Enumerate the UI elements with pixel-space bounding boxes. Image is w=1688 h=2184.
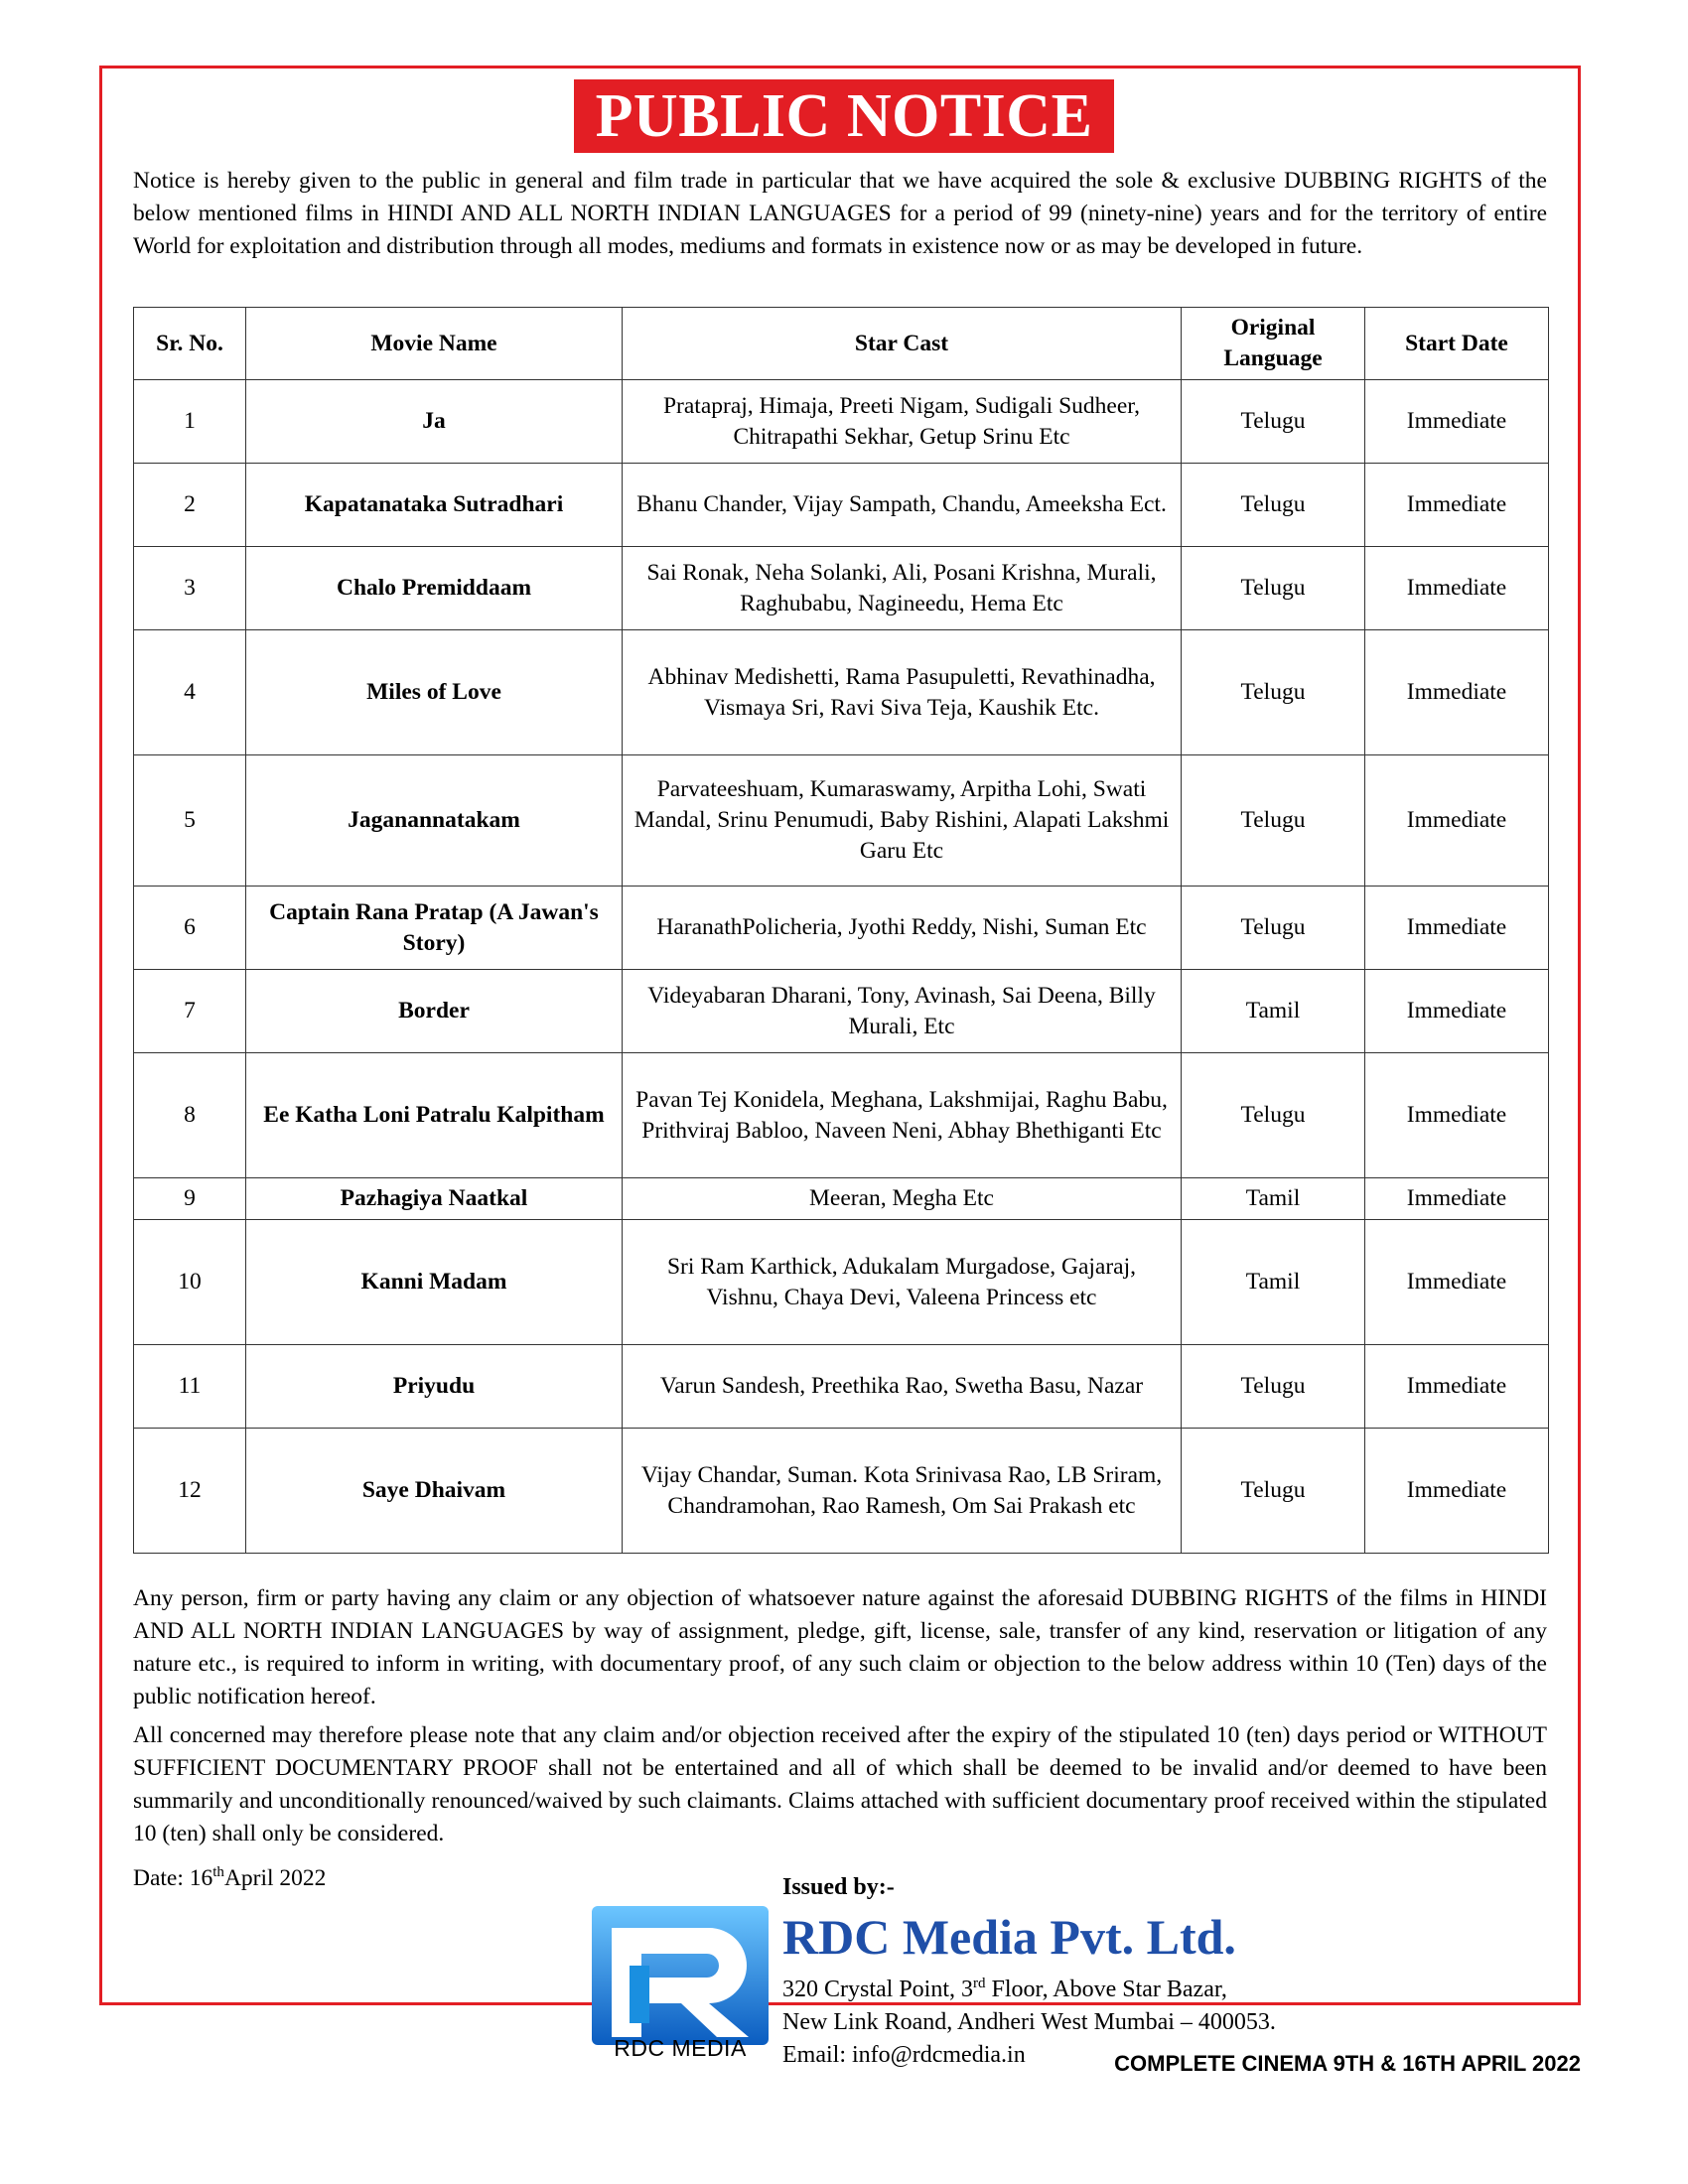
logo-caption: RDC MEDIA: [614, 2035, 747, 2061]
table-row: [134, 464, 1549, 547]
cell-movie: Ja: [246, 380, 623, 464]
cell-language: Telugu: [1182, 887, 1365, 970]
cell-cast: Abhinav Medishetti, Rama Pasupuletti, Revathinadha, Vismaya Sri, Ravi Siva Teja, Kaushik Etc.: [623, 630, 1182, 755]
header-language-line2: Language: [1223, 345, 1323, 371]
cell-start: Immediate: [1365, 547, 1549, 630]
cell-start: Immediate: [1365, 970, 1549, 1053]
cell-start: Immediate: [1365, 1178, 1549, 1220]
films-table: [133, 307, 1549, 1554]
notice-title: PUBLIC NOTICE: [574, 79, 1115, 153]
table-row: [134, 547, 1549, 630]
cell-cast: Meeran, Megha Etc: [623, 1178, 1182, 1220]
cell-movie: Saye Dhaivam: [246, 1429, 623, 1554]
cell-language: Telugu: [1182, 1429, 1365, 1554]
cell-start: Immediate: [1365, 630, 1549, 755]
cell-language: Telugu: [1182, 755, 1365, 887]
cell-sr: 12: [134, 1429, 246, 1554]
header-sr-no: Sr. No.: [134, 308, 246, 380]
date-superscript: th: [212, 1864, 224, 1880]
cell-cast: Pavan Tej Konidela, Meghana, Lakshmijai, Raghu Babu, Prithviraj Babloo, Naveen Neni, Abhay Bhethiganti Etc: [623, 1053, 1182, 1178]
cell-movie: Kanni Madam: [246, 1220, 623, 1345]
cell-cast: Pratapraj, Himaja, Preeti Nigam, Sudigali Sudheer, Chitrapathi Sekhar, Getup Srinu Etc: [623, 380, 1182, 464]
cell-start: Immediate: [1365, 887, 1549, 970]
table-row: [134, 1178, 1549, 1220]
cell-sr: 3: [134, 547, 246, 630]
cell-cast: Parvateeshuam, Kumaraswamy, Arpitha Lohi, Swati Mandal, Srinu Penumudi, Baby Rishini, Alapati Lakshmi Garu Etc: [623, 755, 1182, 887]
header-movie-name: Movie Name: [246, 308, 623, 380]
table-row: [134, 1220, 1549, 1345]
cell-start: Immediate: [1365, 1429, 1549, 1554]
table-row: [134, 755, 1549, 887]
cell-movie: Captain Rana Pratap (A Jawan's Story): [246, 887, 623, 970]
cell-start: Immediate: [1365, 1053, 1549, 1178]
company-name: RDC Media Pvt. Ltd.: [782, 1909, 1236, 1965]
cell-language: Tamil: [1182, 1220, 1365, 1345]
cell-language: Telugu: [1182, 630, 1365, 755]
cell-movie: Chalo Premiddaam: [246, 547, 623, 630]
address-superscript: rd: [973, 1976, 986, 1991]
rdc-media-logo-icon: [590, 1900, 771, 2049]
cell-sr: 4: [134, 630, 246, 755]
date-rest: April 2022: [223, 1864, 327, 1891]
cell-language: Tamil: [1182, 970, 1365, 1053]
cell-cast: Bhanu Chander, Vijay Sampath, Chandu, Ameeksha Ect.: [623, 464, 1182, 547]
cell-sr: 9: [134, 1178, 246, 1220]
cell-language: Telugu: [1182, 464, 1365, 547]
title-wrap: [0, 79, 1688, 153]
cell-cast: Videyabaran Dharani, Tony, Avinash, Sai Deena, Billy Murali, Etc: [623, 970, 1182, 1053]
cell-language: Telugu: [1182, 380, 1365, 464]
date-label: Date: 16: [133, 1864, 213, 1891]
table-row: [134, 1429, 1549, 1554]
header-language-line1: Original: [1230, 315, 1316, 341]
cell-start: Immediate: [1365, 755, 1549, 887]
cell-movie: Priyudu: [246, 1345, 623, 1429]
cell-cast: HaranathPolicheria, Jyothi Reddy, Nishi, Suman Etc: [623, 887, 1182, 970]
cell-movie: Jaganannatakam: [246, 755, 623, 887]
cell-sr: 2: [134, 464, 246, 547]
table-header-row: [134, 308, 1549, 380]
issued-by-label: Issued by:-: [782, 1874, 895, 1900]
cell-cast: Sai Ronak, Neha Solanki, Ali, Posani Krishna, Murali, Raghubabu, Nagineedu, Hema Etc: [623, 547, 1182, 630]
cell-start: Immediate: [1365, 464, 1549, 547]
cell-sr: 6: [134, 887, 246, 970]
cell-movie: Ee Katha Loni Patralu Kalpitham: [246, 1053, 623, 1178]
header-star-cast: Star Cast: [623, 308, 1182, 380]
cell-language: Telugu: [1182, 1053, 1365, 1178]
cell-language: Telugu: [1182, 1345, 1365, 1429]
company-email: Email: info@rdcmedia.in: [782, 2042, 1026, 2068]
cell-cast: Sri Ram Karthick, Adukalam Murgadose, Gajaraj, Vishnu, Chaya Devi, Valeena Princess etc: [623, 1220, 1182, 1345]
cell-sr: 7: [134, 970, 246, 1053]
cell-sr: 1: [134, 380, 246, 464]
intro-paragraph: Notice is hereby given to the public in general and film trade in particular that we have acquired the sole & exclusive DUBBING RIGHTS of the below mentioned films in HINDI AND ALL NORTH INDIAN LANGUAGES for a period of 99 (ninety-nine) years and for the territory of entire World for exploitation and distribution through all modes, mediums and formats in existence now or as may be developed in future.: [133, 168, 1547, 259]
cell-movie: Miles of Love: [246, 630, 623, 755]
table-row: [134, 887, 1549, 970]
cell-language: Tamil: [1182, 1178, 1365, 1220]
cell-start: Immediate: [1365, 380, 1549, 464]
header-original-language: [1182, 308, 1365, 380]
cell-cast: Vijay Chandar, Suman. Kota Srinivasa Rao, LB Sriram, Chandramohan, Rao Ramesh, Om Sai Prakash etc: [623, 1429, 1182, 1554]
concern-paragraph: All concerned may therefore please note that any claim and/or objection received after the expiry of the stipulated 10 (ten) days period or WITHOUT SUFFICIENT DOCUMENTARY PROOF shall not be entertained and all of which shall be deemed to be invalid and/or deemed to have been summarily and unconditionally renounced/waived by such claimants. Claims attached with sufficient documentary proof received within the stipulated 10 (ten) shall only be considered.: [133, 1722, 1547, 1846]
notice-date: [133, 1856, 326, 1895]
cell-language: Telugu: [1182, 547, 1365, 630]
table-row: [134, 630, 1549, 755]
header-start-date: Start Date: [1365, 308, 1549, 380]
cell-movie: Pazhagiya Naatkal: [246, 1178, 623, 1220]
address-line-2: New Link Roand, Andheri West Mumbai – 400053.: [782, 2009, 1276, 2035]
table-row: [134, 970, 1549, 1053]
publication-footer: COMPLETE CINEMA 9TH & 16TH APRIL 2022: [1114, 2051, 1581, 2076]
cell-start: Immediate: [1365, 1220, 1549, 1345]
cell-start: Immediate: [1365, 1345, 1549, 1429]
table-row: [134, 1345, 1549, 1429]
table-row: [134, 380, 1549, 464]
cell-sr: 10: [134, 1220, 246, 1345]
cell-movie: Kapatanataka Sutradhari: [246, 464, 623, 547]
address-line-1: [782, 1968, 1276, 2006]
table-row: [134, 1053, 1549, 1178]
cell-sr: 8: [134, 1053, 246, 1178]
cell-movie: Border: [246, 970, 623, 1053]
address-line-1b: Floor, Above Star Bazar,: [985, 1977, 1227, 2002]
cell-cast: Varun Sandesh, Preethika Rao, Swetha Basu, Nazar: [623, 1345, 1182, 1429]
claim-paragraph: Any person, firm or party having any claim or any objection of whatsoever nature against the aforesaid DUBBING RIGHTS of the films in HINDI AND ALL NORTH INDIAN LANGUAGES by way of assignment, pledge, gift, license, sale, transfer of any kind, reservation or litigation of any nature etc., is required to inform in writing, with documentary proof, of any such claim or objection to the below address within 10 (Ten) days of the public notification hereof.: [133, 1585, 1547, 1709]
address-line-1a: 320 Crystal Point, 3: [782, 1977, 974, 2002]
cell-sr: 11: [134, 1345, 246, 1429]
cell-sr: 5: [134, 755, 246, 887]
